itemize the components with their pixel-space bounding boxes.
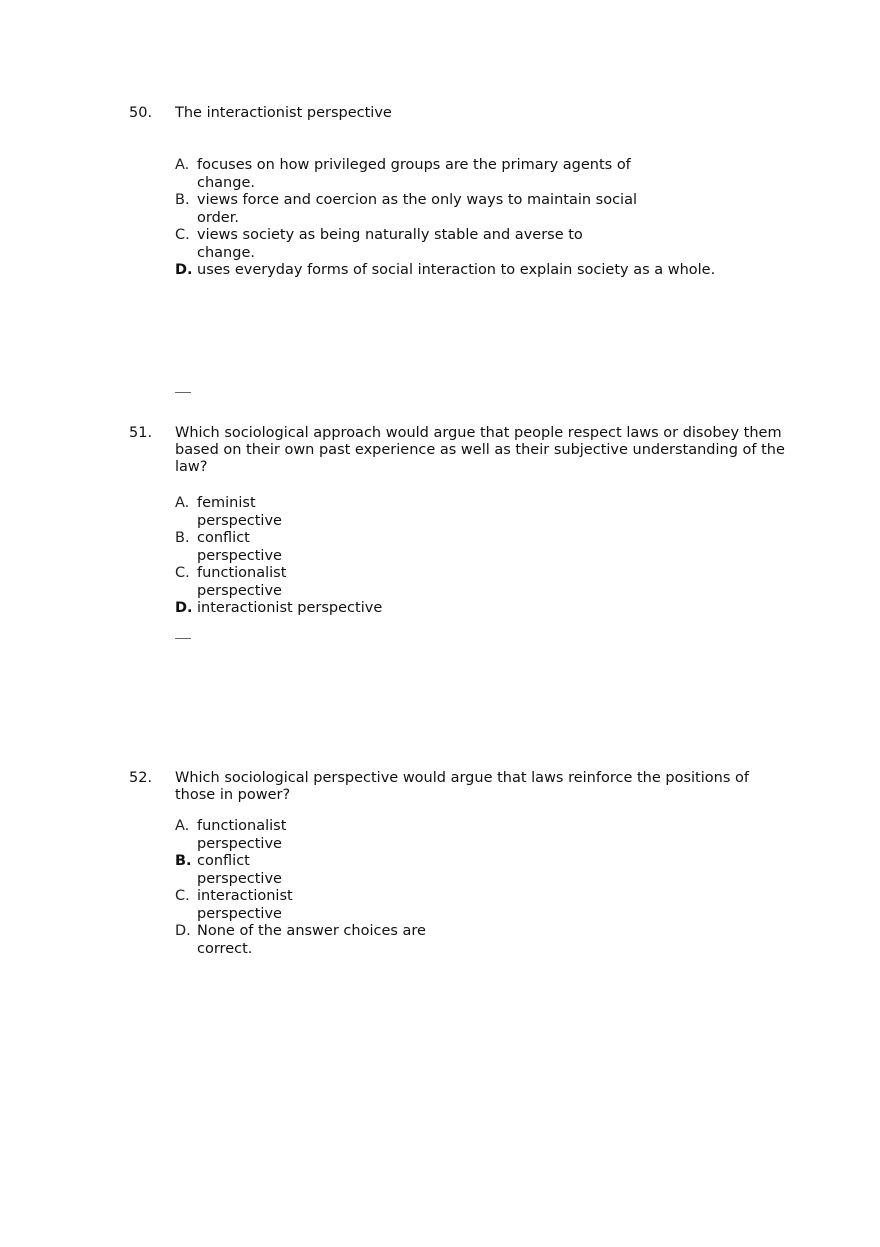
choice-text: conflict perspective [197,530,282,564]
choice-text: uses everyday forms of social interaction to explain society as a whole. [197,262,716,278]
question-number: 51. [129,425,153,441]
question-text: Which sociological approach would argue that people respect laws or disobey them based on their own past experience as well as their subjective understanding of the law? [175,425,785,475]
choice-d[interactable] [175,600,475,618]
choice-text: None of the answer choices are correct. [197,923,426,957]
choice-letter-correct: B. [175,853,192,869]
question-text: The interactionist perspective [175,105,392,121]
choice-b[interactable] [175,192,645,227]
choice-d[interactable] [175,262,716,280]
choice-letter: A. [175,157,190,173]
choice-c[interactable] [175,227,645,262]
choice-letter: B. [175,192,190,208]
choice-a[interactable] [175,818,475,853]
choice-text: functionalist perspective [197,818,287,852]
choice-list-52 [175,818,475,958]
choice-letter: C. [175,227,190,243]
choice-letter: A. [175,495,190,511]
choice-c[interactable] [175,888,475,923]
choice-letter-correct: D. [175,262,193,278]
choice-letter: C. [175,565,190,581]
choice-letter: B. [175,530,190,546]
choice-letter: D. [175,923,191,939]
choice-text: focuses on how privileged groups are the primary agents of change. [197,157,631,191]
answer-separator [175,392,191,393]
answer-separator [175,638,191,639]
choice-c[interactable] [175,565,475,600]
choice-b[interactable] [175,530,475,565]
choice-text: conflict perspective [197,853,282,887]
choice-letter-correct: D. [175,600,193,616]
choice-a[interactable] [175,495,475,530]
question-text: Which sociological perspective would argue that laws reinforce the positions of those in power? [175,770,749,803]
question-number: 52. [129,770,153,786]
choice-text: interactionist perspective [197,600,383,616]
choice-a[interactable] [175,157,645,192]
choice-b[interactable] [175,853,475,888]
choice-text: views society as being naturally stable and averse to change. [197,227,583,261]
choice-text: feminist perspective [197,495,282,529]
choice-text: interactionist perspective [197,888,293,922]
choice-letter: C. [175,888,190,904]
choice-list-50 [175,157,716,280]
choice-text: functionalist perspective [197,565,287,599]
choice-letter: A. [175,818,190,834]
question-number: 50. [129,105,153,121]
choice-d[interactable] [175,923,475,958]
choice-list-51 [175,495,475,618]
choice-text: views force and coercion as the only ways to maintain social order. [197,192,637,226]
